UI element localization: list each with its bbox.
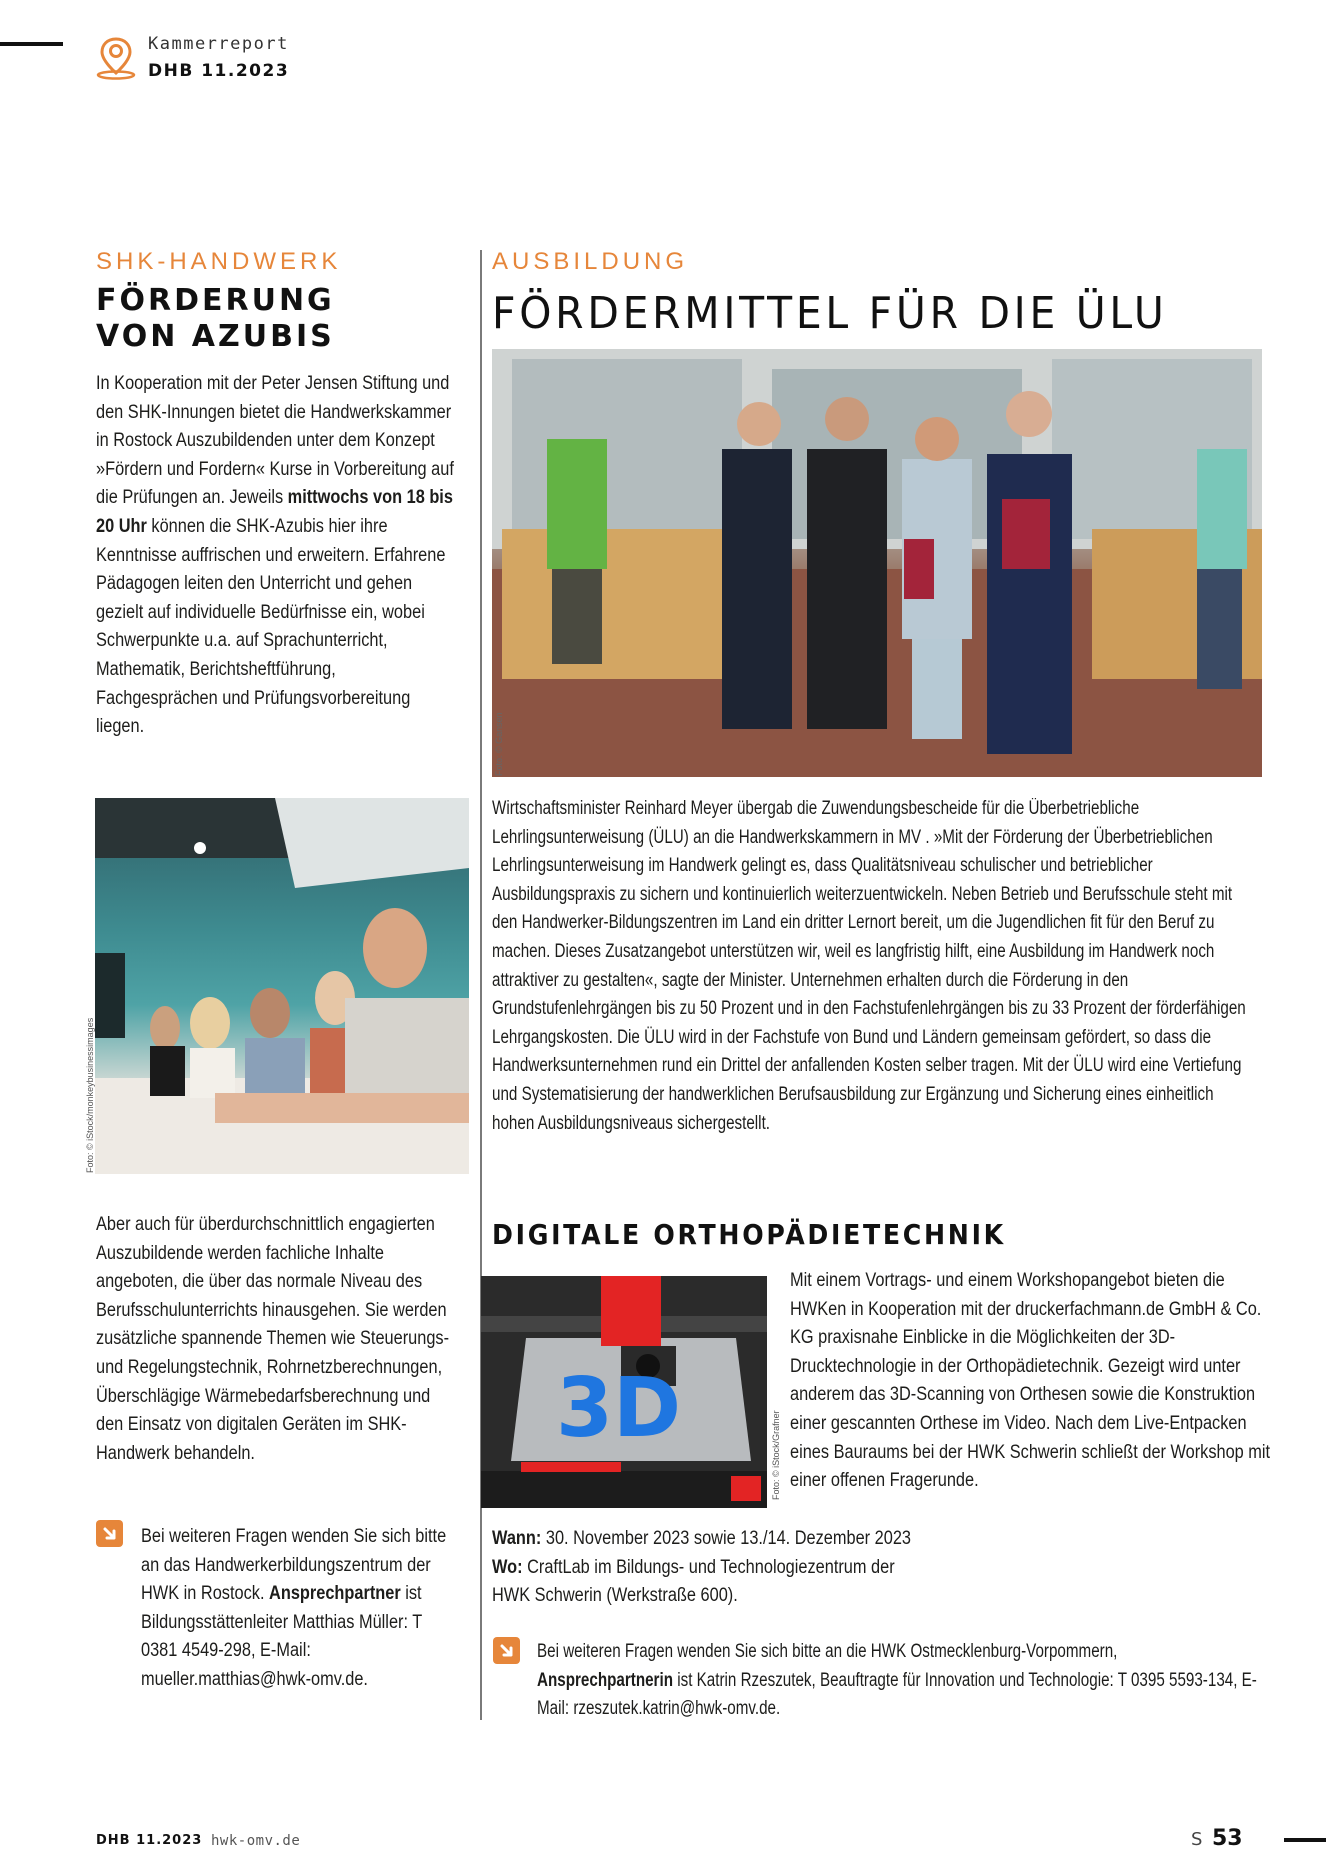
arrow-down-right-icon xyxy=(96,1520,123,1547)
footer-page-prefix: S xyxy=(1191,1829,1203,1850)
right-kicker: AUSBILDUNG xyxy=(492,248,689,275)
left-headline xyxy=(96,283,335,355)
photo-ministers-workshop xyxy=(492,349,1262,777)
issue-label: DHB 11.2023 xyxy=(148,61,290,81)
left-kicker: SHK-HANDWERK xyxy=(96,248,342,275)
photo-azubis-classroom xyxy=(95,798,469,1174)
footer-issue: DHB 11.2023 xyxy=(96,1833,203,1848)
right-paragraph: Wirtschaftsminister Reinhard Meyer übergab die Zuwendungsbescheide für die Überbetriebliche Lehrlingsunterweisung (ÜLU) an die Handwerkskammern in MV . »Mit der Förderung der Überbetrieblichen Lehrlingsunterweisung im Handwerk gelingt es, dass Qualitätsniveau schulischer und betrieblicher Ausbildungspraxis zu sichern und kontinuierlich weiterzuentwickeln. Neben Betrieb und Berufsschule steht mit den Handwerker-Bildungszentren im Land ein dritter Lernort bereit, um die Jugendlichen fit für den Beruf zu machen. Dieses Zusatzangebot unterstützen wir, weil es langfristig hilft, eine Ausbildung im Handwerk noch attraktiver zu gestalten«, sagte der Minister. Unternehmen erhalten durch die Förderung in den Grundstufenlehrgängen bis zu 50 Prozent und in den Fachstufenlehrgängen bis zu 33 Prozent der förderfähigen Lehrgangskosten. Die ÜLU wird in der Fachstufe von Bund und Ländern gemeinsam gefördert, so dass die Handwerksunternehmen rund ein Drittel der anfallenden Kosten selber tragen. Mit der ÜLU wird eine Vertiefung und Systematisierung der handwerklichen Berufsausbildung zur Ergänzung und Sicherung eines einheitlich hohen Ausbildungsniveaus sichergestellt. xyxy=(492,798,1246,1134)
event-details xyxy=(492,1525,1042,1611)
location-pin-icon xyxy=(96,36,136,80)
arrow-down-right-icon xyxy=(493,1637,520,1664)
left-paragraph-1: In Kooperation mit der Peter Jensen Stiftung und den SHK-Innungen bietet die Handwerkskammer in Rostock Auszubildenden unter dem Konzept »Fördern und Fordern« Kurse in Vorbereitung auf die Prüfungen an. Jeweils mittwochs von 18 bis 20 Uhr können die SHK-Azubis hier ihre Kenntnisse auffrischen und erweitern. Erfahrene Pädagogen leiten den Unterricht und gehen gezielt auf individuelle Bedürfnisse ein, wobei Schwerpunkte u.a. auf Sprachunterricht, Mathematik, Berichtsheftführung, Fachgesprächen und Prüfungsvorbereitung liegen. xyxy=(96,373,454,738)
left-headline-line1: FÖRDERUNG xyxy=(96,283,335,318)
digital-contact-info: Bei weiteren Fragen wenden Sie sich bitte an die HWK Ostmecklenburg-Vorpommern, Ansprechpartnerin ist Katrin Rzeszutek, Beauftragte für Innovation und Technologie: T 0395 5593-134, E-Mail: rzeszutek.katrin@hwk-omv.de. xyxy=(537,1641,1257,1720)
contact-label: Ansprechpartner xyxy=(269,1583,401,1605)
svg-text:3D: 3D xyxy=(556,1361,682,1456)
footer-rule xyxy=(1284,1838,1326,1842)
digital-headline: DIGITALE ORTHOPÄDIETECHNIK xyxy=(492,1218,1006,1251)
event-when: Wann: 30. November 2023 sowie 13./14. Dezember 2023 xyxy=(492,1528,912,1549)
page-number: 53 xyxy=(1212,1826,1243,1851)
left-headline-line2: VON AZUBIS xyxy=(96,319,335,354)
contact-label: Ansprechpartnerin xyxy=(537,1669,673,1691)
section-label: Kammerreport xyxy=(148,34,289,54)
photo-credit-ministers: Foto: © Gansen xyxy=(494,712,504,776)
footer-url[interactable]: hwk-omv.de xyxy=(211,1833,301,1849)
left-contact-info: Bei weiteren Fragen wenden Sie sich bitte an das Handwerkerbildungszentrum der HWK in Rostock. Ansprechpartner ist Bildungsstättenleiter Matthias Müller: T 0381 4549-298, E-Mail: mueller.matthias@hwk-omv.de. xyxy=(141,1526,447,1690)
photo-credit-3d: Foto: © iStock/Grafner xyxy=(771,1410,781,1500)
left-paragraph-2: Aber auch für überdurchschnittlich engagierten Auszubildende werden fachliche Inhalte angeboten, die über das normale Niveau des Berufsschulunterrichts hinausgehen. Sie werden zusätzliche spannende Themen wie Steuerungs- und Regelungstechnik, Rohrnetzberechnungen, Überschlägige Wärmebedarfsberechnung und den Einsatz von digitalen Geräten im SHK-Handwerk behandeln. xyxy=(96,1214,450,1464)
event-where: Wo: CraftLab im Bildungs- und Technologiezentrum der HWK Schwerin (Werkstraße 600). xyxy=(492,1556,895,1607)
digital-paragraph: Mit einem Vortrags- und einem Workshopangebot bieten die HWKen in Kooperation mit der druckerfachmann.de GmbH & Co. KG praxisnahe Einblicke in die Möglichkeiten der 3D-Drucktechnologie in der Orthopädietechnik. Gezeigt wird unter anderem das 3D-Scanning von Orthesen sowie die Konstruktion einer gescannten Orthese im Video. Nach dem Live-Entpacken eines Bauraums bei der HWK Schwerin schließt der Workshop mit einer offenen Fragerunde. xyxy=(790,1270,1271,1492)
schedule-highlight: mittwochs von 18 bis 20 Uhr xyxy=(96,487,453,537)
right-headline: FÖRDERMITTEL FÜR DIE ÜLU xyxy=(492,288,1168,339)
photo-credit-azubis: Foto: © iStock/monkeybusinessimages xyxy=(85,1017,95,1173)
photo-3d-printer xyxy=(481,1276,767,1508)
header-rule xyxy=(0,42,63,46)
